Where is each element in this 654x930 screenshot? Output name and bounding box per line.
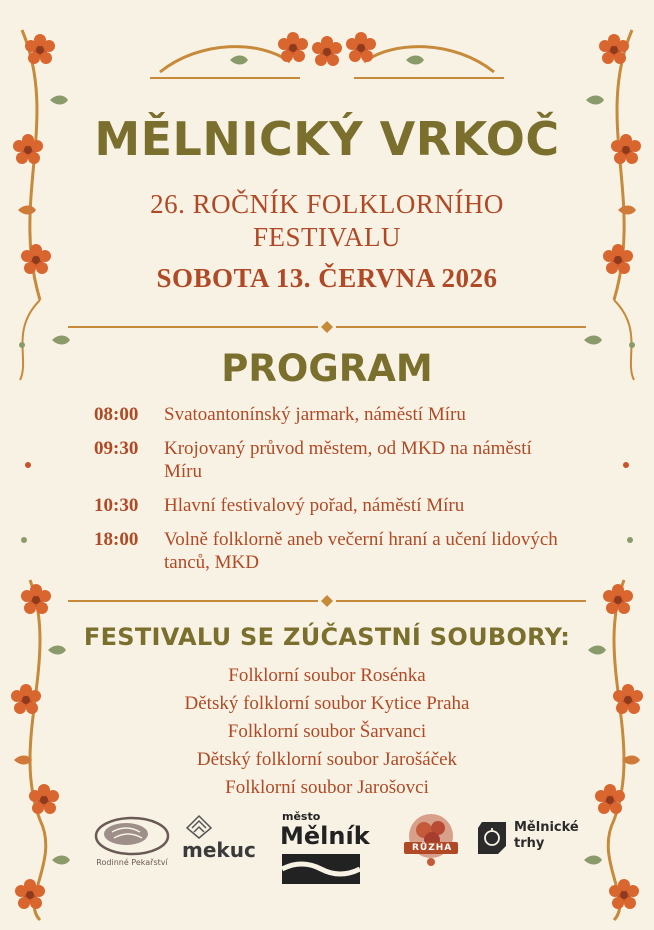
mesto-label: město (282, 810, 321, 823)
program-heading: PROGRAM (221, 347, 433, 390)
program-time: 09:30 (94, 438, 139, 459)
ruzha-logo (398, 812, 464, 872)
program-time: 10:30 (94, 495, 139, 516)
sponsor-logos (0, 806, 654, 896)
ensembles-list (0, 662, 654, 802)
melnik-label: Mělník (280, 822, 370, 850)
festival-subtitle: 26. ROČNÍK FOLKLORNÍHO FESTIVALU (150, 189, 504, 252)
mesto-melnik-logo (280, 810, 370, 890)
mekuc-symbol-icon (184, 814, 214, 840)
bakery-logo (90, 812, 174, 882)
divider-middle (68, 594, 586, 608)
program-time: 18:00 (94, 529, 139, 550)
program-item (94, 437, 574, 483)
program-text: Svatoantonínský jarmark, náměstí Míru (164, 404, 466, 425)
bread-icon (90, 812, 174, 858)
program-text: Hlavní festivalový pořad, náměstí Míru (164, 495, 465, 516)
ruzha-emblem-icon (398, 812, 464, 868)
bakery-name: Rodinné Pekařství (96, 858, 168, 867)
trhy-line2: trhy (514, 836, 545, 851)
trhy-line1: Mělnické (514, 820, 579, 835)
mesto-wave-icon (282, 854, 360, 884)
trhy-box-icon (476, 820, 508, 854)
melnicke-trhy-logo (476, 820, 579, 870)
ensemble-item: Dětský folklorní soubor Jarošáček (196, 749, 458, 770)
ruzha-name: RŮZHA (412, 843, 453, 853)
ensembles-heading: FESTIVALU SE ZÚČASTNÍ SOUBORY: (83, 623, 571, 651)
program-time: 08:00 (94, 404, 139, 425)
program-item (94, 528, 574, 574)
mekuc-logo (182, 814, 254, 874)
program-list (94, 403, 574, 585)
program-item (94, 403, 574, 426)
ensemble-item: Folklorní soubor Rosénka (228, 665, 426, 686)
festival-title: MĚLNICKÝ VRKOČ (94, 112, 560, 166)
ensemble-item: Dětský folklorní soubor Kytice Praha (184, 693, 470, 714)
divider-top (68, 320, 586, 334)
ensemble-item: Folklorní soubor Jarošovci (225, 777, 429, 798)
program-text: Volně folklorně aneb večerní hraní a učení lidových tanců, MKD (164, 529, 558, 573)
ensemble-item: Folklorní soubor Šarvanci (227, 721, 427, 742)
program-text: Krojovaný průvod městem, od MKD na náměstí Míru (164, 438, 532, 482)
mekuc-name: mekuc (182, 838, 256, 862)
festival-date: SOBOTA 13. ČERVNA 2026 (156, 263, 498, 293)
program-item (94, 494, 574, 517)
